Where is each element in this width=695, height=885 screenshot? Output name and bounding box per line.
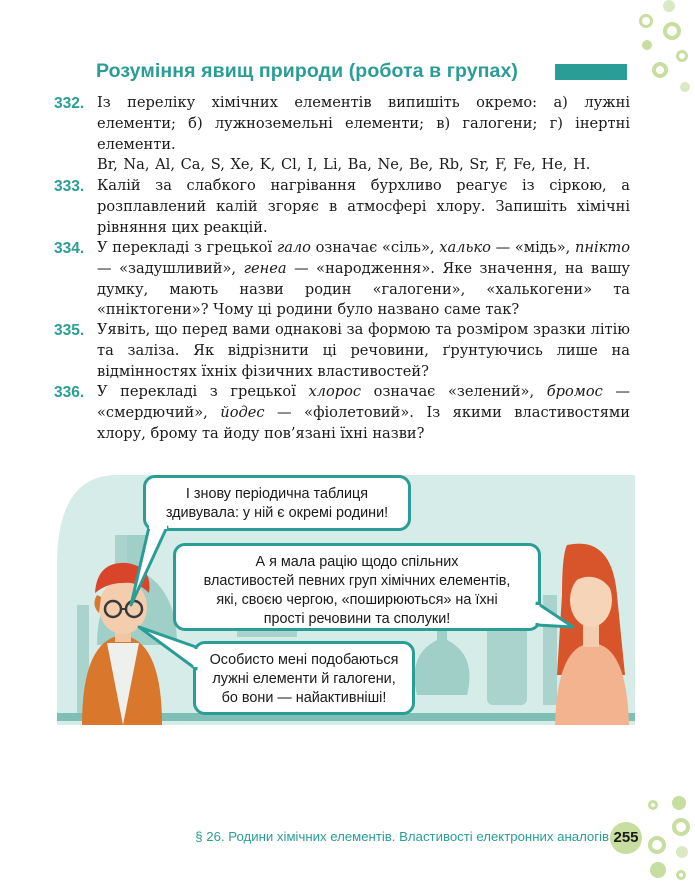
text-fragment: — «смердючий», [97, 383, 630, 421]
decor-circle [652, 62, 668, 78]
decor-circle [648, 836, 666, 854]
elements-list: Br, Na, Al, Ca, S, Xe, K, Cl, I, Li, Ba, Ne, Be, Rb, Sr, F, Fe, He, H. [97, 156, 591, 174]
task-number: 335. [54, 322, 85, 339]
bubble-line: Особисто мені подобаються [209, 652, 399, 668]
decor-circle [676, 870, 686, 880]
greek-word: бромос [546, 383, 603, 400]
task-number: 334. [54, 240, 85, 257]
decor-circle [650, 862, 666, 878]
decor-circle [672, 796, 686, 810]
speech-bubble-boy-1 [143, 475, 411, 531]
text-fragment: означає «зелений», [361, 383, 547, 400]
task-text [97, 382, 630, 444]
text-fragment: — «задушливий», [97, 259, 244, 277]
heading-bar [555, 64, 627, 80]
task-text: Уявіть, що перед вами однакові за формою та розміром зразки літію та заліза. Як відрізнити ці речовини, ґрунтуючись лише на відмінностях їхніх фізичних властивостей? [97, 321, 630, 380]
task-336 [52, 382, 630, 444]
text-fragment: — «фіолетовий». Із якими властивостями хлору, брому та йоду пов’язані їхні назви? [97, 403, 630, 442]
bubble-tail [537, 603, 577, 643]
decor-circle [648, 800, 658, 810]
greek-word: генеа [243, 259, 287, 277]
greek-word: пнікто [574, 239, 630, 256]
task-334 [52, 238, 630, 321]
decor-circle [676, 50, 688, 62]
decor-circle [642, 40, 652, 50]
decor-circle [663, 22, 681, 40]
task-text: Калій за слабкого нагрівання бурхливо реагує із сіркою, а розплавлений калій згоряє в атмосфері хлору. Запишіть хімічні рівняння цих реакцій. [97, 177, 630, 236]
decor-circle [639, 14, 653, 28]
decor-circle [676, 846, 688, 858]
decor-circle [663, 0, 675, 12]
greek-word: хлорос [308, 383, 362, 400]
bubble-line: які, своєю чергою, «поширюються» на їхні [216, 592, 498, 608]
text-fragment: — «мідь», [490, 239, 575, 256]
bubble-line: А я мала рацію щодо спільних [255, 554, 459, 570]
text-fragment: — «народження». Яке значення, на вашу думку, мають назви родин «галогени», «халькогени» та «пніктогени»? Чому ці родини було названо саме так? [97, 259, 631, 319]
task-332 [52, 93, 630, 176]
text-fragment: У перекладі з грецької [97, 383, 309, 400]
decor-circle [680, 82, 690, 92]
section-heading: Розуміння явищ природи (робота в групах) [96, 60, 519, 82]
bubble-line: лужні елементи й галогени, [212, 671, 396, 687]
bubble-line: здивувала: у ній є окремі родини! [165, 505, 389, 521]
task-text [97, 93, 630, 176]
task-number: 333. [54, 178, 85, 195]
task-text-body: Із переліку хімічних елементів випишіть окремо: а) лужні елементи; б) лужноземельні елементи; в) галогени; г) інертні елементи. [97, 94, 630, 153]
task-number: 332. [54, 95, 85, 112]
bubble-line: бо вони — найактивніші! [221, 690, 387, 706]
illustration-scene [57, 475, 635, 725]
text-fragment: У перекладі з грецької [97, 239, 277, 256]
task-333 [52, 176, 630, 238]
speech-bubble-boy-2 [193, 641, 415, 715]
task-335 [52, 320, 630, 382]
greek-word: йодес [220, 403, 265, 421]
bubble-line: прості речовини та сполуки! [263, 611, 451, 627]
bubble-line: властивостей певних груп хімічних елементів, [203, 573, 511, 589]
task-text [97, 238, 630, 321]
bubble-tail [139, 627, 199, 677]
speech-bubble-girl [173, 543, 541, 631]
greek-word: халько [439, 239, 491, 256]
greek-word: гало [276, 239, 311, 256]
text-fragment: означає «сіль», [310, 239, 440, 256]
page-number: 255 [610, 822, 642, 854]
decor-circle [672, 818, 690, 836]
footer-section-title: § 26. Родини хімічних елементів. Властивості електронних аналогів [195, 829, 609, 844]
task-number: 336. [54, 384, 85, 401]
bubble-line: І знову періодична таблиця [185, 486, 369, 502]
